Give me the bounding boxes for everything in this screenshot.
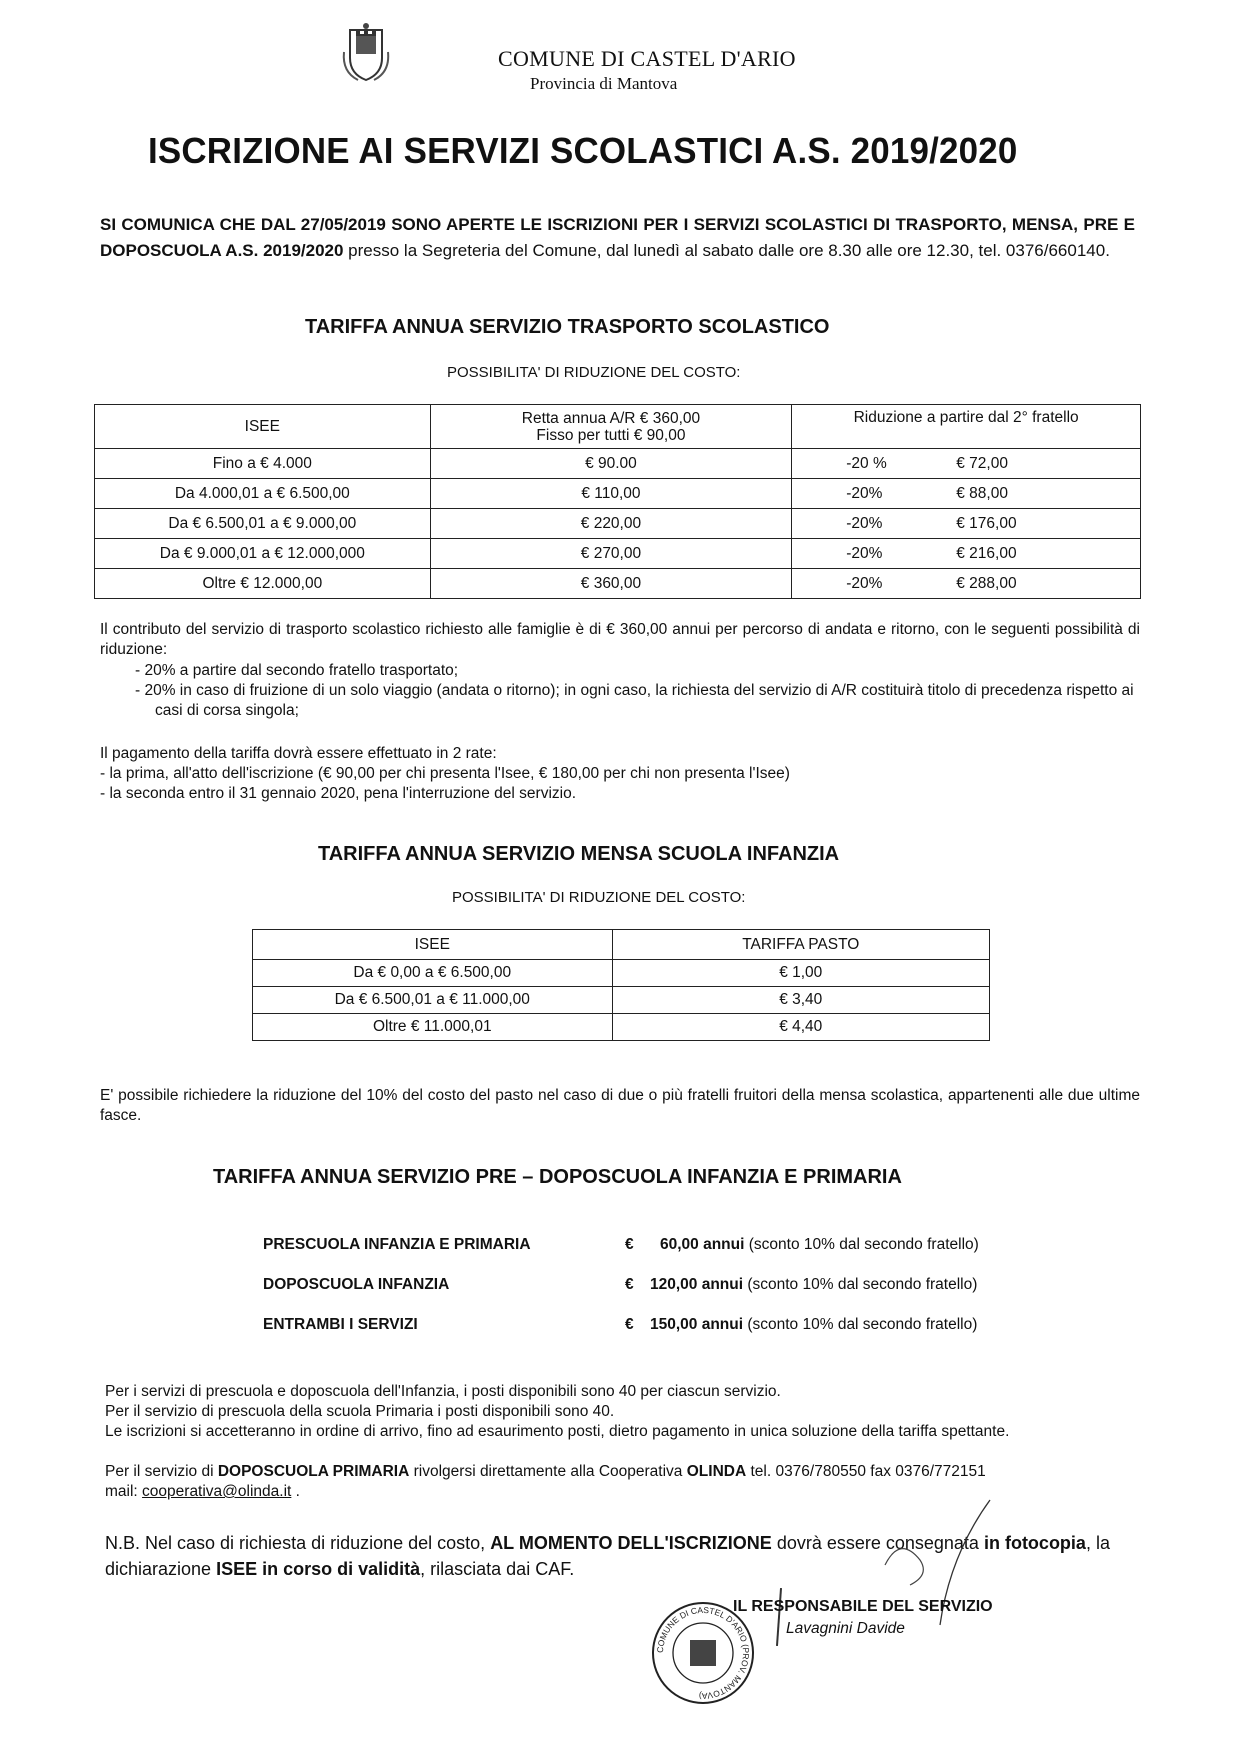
- isee-cell: Oltre € 11.000,01: [253, 1014, 613, 1041]
- pct: -20%: [846, 544, 883, 562]
- importo: € 288,00: [956, 574, 1017, 592]
- pre-note: (sconto 10% dal secondo fratello): [743, 1316, 978, 1333]
- riduzione-cell: [792, 449, 1141, 479]
- pre-value: [650, 1276, 977, 1294]
- nb-b: AL MOMENTO DELL'ISCRIZIONE: [490, 1533, 772, 1553]
- pre-amount: 120,00 annui: [650, 1276, 744, 1293]
- col-header-isee: ISEE: [253, 930, 613, 960]
- pagamento-line-1: Il pagamento della tariffa dovrà essere effettuato in 2 rate:: [100, 745, 497, 762]
- intro-normal: presso la Segreteria del Comune, dal lunedì al sabato dalle ore 8.30 alle ore 12.30, tel. 0376/660140.: [343, 241, 1110, 260]
- euro-sign: €: [625, 1236, 634, 1253]
- col-header-isee: ISEE: [95, 405, 431, 449]
- olinda-e: tel. 0376/780550 fax 0376/772151: [746, 1463, 986, 1480]
- trasporto-para: Il contributo del servizio di trasporto scolastico richiesto alle famiglie è di € 360,00 annui per percorso di andata e ritorno, con le seguenti possibilità di riduzione:: [100, 621, 1140, 658]
- pre-amount: 150,00 annui: [650, 1316, 744, 1333]
- importo: € 88,00: [956, 484, 1008, 502]
- pct: -20%: [846, 514, 883, 532]
- pre-label: ENTRAMBI I SERVIZI: [263, 1316, 418, 1333]
- pre-amount: 60,00 annui: [660, 1236, 745, 1253]
- mail-link[interactable]: cooperativa@olinda.it: [142, 1483, 292, 1500]
- mensa-header-row: [253, 930, 990, 960]
- olinda-a: Per il servizio di: [105, 1463, 218, 1480]
- pagamento-line-2: - la prima, all'atto dell'iscrizione (€ 90,00 per chi presenta l'Isee, € 180,00 per chi non presenta l'Isee): [100, 765, 790, 782]
- table-row: [95, 539, 1141, 569]
- pagamento-line-3: - la seconda entro il 31 gennaio 2020, pena l'interruzione del servizio.: [100, 785, 577, 802]
- mensa-table: [252, 929, 990, 1041]
- pre-note: (sconto 10% dal secondo fratello): [744, 1236, 979, 1253]
- riduzione-cell: [792, 539, 1141, 569]
- riduzione-cell: [792, 569, 1141, 599]
- isee-cell: Da € 0,00 a € 6.500,00: [253, 960, 613, 987]
- pre-info-3: Le iscrizioni si accetteranno in ordine di arrivo, fino ad esaurimento posti, dietro pagamento in unica soluzione della tariffa spettante.: [105, 1423, 1010, 1440]
- table-row: [95, 479, 1141, 509]
- mail-line: [105, 1482, 300, 1502]
- riduzione-cell: [792, 479, 1141, 509]
- table-row: [95, 509, 1141, 539]
- table-row: [253, 960, 990, 987]
- provincia-name: Provincia di Mantova: [530, 74, 678, 93]
- trasporto-bullet-2: - 20% in caso di fruizione di un solo viaggio (andata o ritorno); in ogni caso, la richiesta del servizio di A/R costituirà titolo di precedenza rispetto ai casi di corsa singola;: [135, 682, 1134, 719]
- retta-line-1: Retta annua A/R € 360,00: [521, 409, 701, 427]
- pre-label: DOPOSCUOLA INFANZIA: [263, 1276, 450, 1293]
- trasporto-heading: TARIFFA ANNUA SERVIZIO TRASPORTO SCOLASTICO: [305, 316, 830, 338]
- stamp-text: COMUNE DI CASTEL D'ARIO (PROV. MANTOVA): [654, 1604, 752, 1702]
- retta-cell: € 270,00: [430, 539, 792, 569]
- pre-info-1: Per i servizi di prescuola e doposcuola dell'Infanzia, i posti disponibili sono 40 per ciascun servizio.: [105, 1383, 781, 1400]
- intro-paragraph: [100, 212, 1135, 264]
- mail-label: mail:: [105, 1483, 143, 1500]
- nb-e: , la dichiarazione: [105, 1533, 1110, 1579]
- importo: € 176,00: [956, 514, 1017, 532]
- table-row: [95, 449, 1141, 479]
- signature-name: Lavagnini Davide: [786, 1620, 905, 1637]
- page-title: ISCRIZIONE AI SERVIZI SCOLASTICI A.S. 2019/2020: [148, 130, 1018, 171]
- trasporto-subheading: POSSIBILITA' DI RIDUZIONE DEL COSTO:: [447, 364, 741, 381]
- municipal-crest-icon: [340, 22, 392, 84]
- trasporto-header-row: [95, 405, 1141, 449]
- tariffa-cell: € 1,00: [612, 960, 989, 987]
- retta-line-2: Fisso per tutti € 90,00: [536, 426, 686, 444]
- pre-heading: TARIFFA ANNUA SERVIZIO PRE – DOPOSCUOLA INFANZIA E PRIMARIA: [213, 1166, 902, 1188]
- isee-cell: Da € 6.500,01 a € 11.000,00: [253, 987, 613, 1014]
- comune-name: COMUNE DI CASTEL D'ARIO: [498, 46, 796, 71]
- pre-value: [650, 1316, 977, 1334]
- importo: € 216,00: [956, 544, 1017, 562]
- pct: -20%: [846, 574, 883, 592]
- retta-cell: € 90.00: [430, 449, 792, 479]
- isee-cell: Da 4.000,01 a € 6.500,00: [95, 479, 431, 509]
- table-row: [253, 1014, 990, 1041]
- riduzione-cell: [792, 509, 1141, 539]
- intro-bold: SI COMUNICA CHE DAL 27/05/2019 SONO APERTE LE ISCRIZIONI PER I SERVIZI SCOLASTICI DI TRASPORTO, MENSA, PRE E DOPOSCUOLA A.S. 2019/2020: [100, 215, 1135, 260]
- pre-label: PRESCUOLA INFANZIA E PRIMARIA: [263, 1236, 531, 1253]
- table-row: [95, 569, 1141, 599]
- nb-c: dovrà essere consegnata: [771, 1533, 984, 1553]
- olinda-c: rivolgersi direttamente alla Cooperativa: [409, 1463, 687, 1480]
- signature-scribble: [880, 1495, 1030, 1640]
- nb-a: N.B. Nel caso di richiesta di riduzione del costo,: [105, 1533, 491, 1553]
- trasporto-table: [94, 404, 1141, 599]
- nb-d: in fotocopia: [983, 1533, 1086, 1553]
- table-row: [253, 987, 990, 1014]
- mensa-note: E' possibile richiedere la riduzione del 10% del costo del pasto nel caso di due o più fratelli fruitori della mensa scolastica, appartenenti alle due ultime fasce.: [100, 1087, 1140, 1124]
- official-stamp-icon: [650, 1600, 756, 1706]
- importo: € 72,00: [956, 454, 1008, 472]
- olinda-line: [105, 1462, 986, 1482]
- pre-info-2: Per il servizio di prescuola della scuola Primaria i posti disponibili sono 40.: [105, 1403, 615, 1420]
- isee-cell: Fino a € 4.000: [95, 449, 431, 479]
- col-header-riduzione: Riduzione a partire dal 2° fratello: [792, 405, 1141, 449]
- nb-f: ISEE in corso di validità: [216, 1559, 421, 1579]
- pre-value: [660, 1236, 979, 1254]
- col-header-retta: [430, 405, 792, 449]
- retta-cell: € 110,00: [430, 479, 792, 509]
- olinda-b: DOPOSCUOLA PRIMARIA: [217, 1463, 410, 1480]
- mail-end: .: [291, 1483, 300, 1500]
- col-header-tariffa: TARIFFA PASTO: [612, 930, 989, 960]
- retta-cell: € 220,00: [430, 509, 792, 539]
- tariffa-cell: € 4,40: [612, 1014, 989, 1041]
- pct: -20%: [846, 484, 883, 502]
- isee-cell: Da € 6.500,01 a € 9.000,00: [95, 509, 431, 539]
- signature-stroke: [776, 1588, 782, 1646]
- pct: -20 %: [846, 454, 887, 472]
- olinda-d: OLINDA: [686, 1463, 747, 1480]
- signature-title: IL RESPONSABILE DEL SERVIZIO: [733, 1598, 993, 1615]
- nb-g: , rilasciata dai CAF.: [420, 1559, 575, 1579]
- pre-note: (sconto 10% dal secondo fratello): [743, 1276, 978, 1293]
- mensa-subheading: POSSIBILITA' DI RIDUZIONE DEL COSTO:: [452, 889, 746, 906]
- trasporto-bullet-1: - 20% a partire dal secondo fratello trasportato;: [135, 662, 459, 679]
- euro-sign: €: [625, 1276, 634, 1293]
- isee-cell: Da € 9.000,01 a € 12.000,000: [95, 539, 431, 569]
- retta-cell: € 360,00: [430, 569, 792, 599]
- tariffa-cell: € 3,40: [612, 987, 989, 1014]
- mensa-heading: TARIFFA ANNUA SERVIZIO MENSA SCUOLA INFANZIA: [318, 843, 840, 865]
- isee-cell: Oltre € 12.000,00: [95, 569, 431, 599]
- euro-sign: €: [625, 1316, 634, 1333]
